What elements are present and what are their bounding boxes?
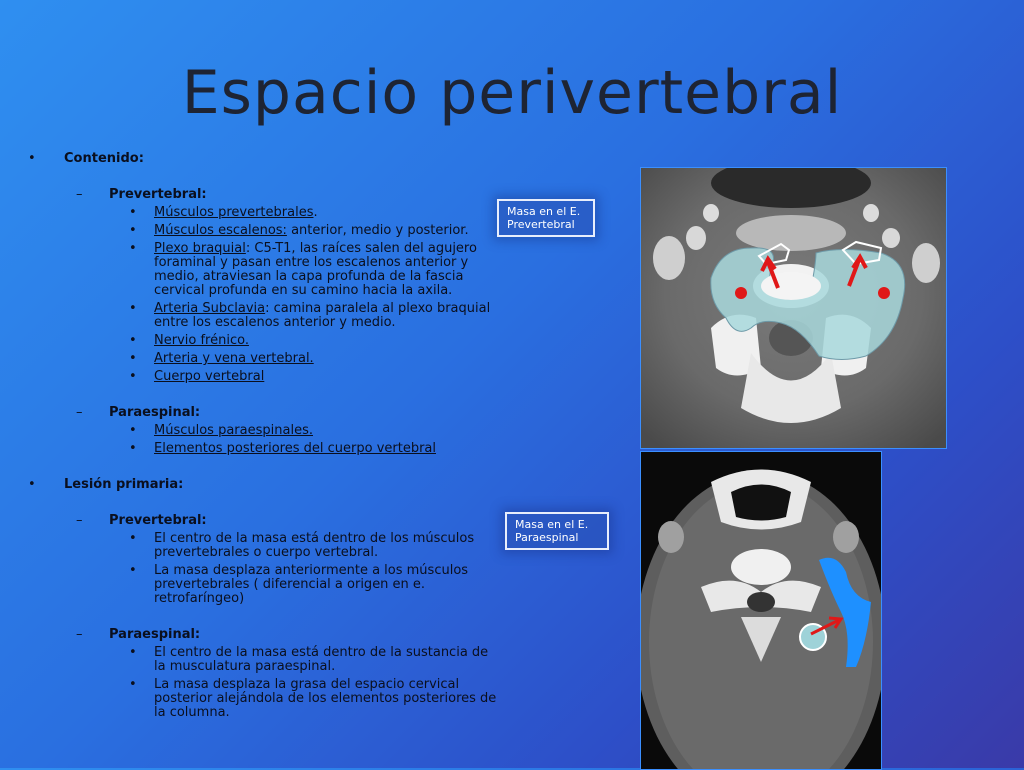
- subsection-paraespinal-lesion: – Paraespinal:: [76, 627, 201, 642]
- list-item: • Arteria Subclavia: camina paralela al plexo braquial entre los escalenos anterior y medio.: [129, 301, 491, 330]
- subsection-paraespinal: – Paraespinal:: [76, 405, 201, 420]
- list-item: • Elementos posteriores del cuerpo vertebral: [129, 441, 436, 456]
- list-paraespinal-content: [28, 424, 498, 456]
- callout-prevertebral: Masa en el E. Prevertebral: [497, 199, 595, 237]
- section-lesion-primaria: • Lesión primaria:: [28, 477, 184, 492]
- callout-paraespinal: Masa en el E. Paraespinal: [505, 512, 609, 550]
- list-paraespinal-lesion: [28, 646, 498, 720]
- list-item: • La masa desplaza la grasa del espacio cervical posterior alejándola de los elementos posteriores de la columna.: [129, 677, 497, 720]
- subsection-prevertebral-lesion: – Prevertebral:: [76, 513, 207, 528]
- list-item: • La masa desplaza anteriormente a los músculos prevertebrales ( diferencial a origen en e. retrofaríngeo): [129, 563, 469, 606]
- slide-title: Espacio perivertebral: [181, 58, 843, 128]
- ct-scan-axial-paraespinal: [641, 452, 881, 769]
- section-contenido: • Contenido:: [28, 151, 144, 166]
- list-item: • Cuerpo vertebral: [129, 369, 265, 384]
- list-item: • Nervio frénico.: [129, 333, 249, 348]
- list-prevertebral-lesion: [28, 532, 498, 606]
- bullet-content: [28, 152, 498, 724]
- list-item: • Músculos prevertebrales.: [129, 205, 318, 220]
- list-item: • Arteria y vena vertebral.: [129, 351, 314, 366]
- list-item: • Músculos paraespinales.: [129, 423, 313, 438]
- list-item: • Plexo braquial: C5-T1, las raíces salen del agujero foraminal y pasan entre los escalenos anterior y medio, atraviesan la capa profunda de la fascia cervical profunda en su camino hacia la axila.: [129, 241, 477, 298]
- list-item: • El centro de la masa está dentro de la sustancia de la musculatura paraespinal.: [129, 645, 489, 674]
- subsection-prevertebral: – Prevertebral:: [76, 187, 207, 202]
- ct-image-paraespinal: [640, 451, 882, 770]
- list-item: • Músculos escalenos: anterior, medio y posterior.: [129, 223, 469, 238]
- list-item: • El centro de la masa está dentro de los músculos prevertebrales o cuerpo vertebral.: [129, 531, 475, 560]
- ct-image-prevertebral: [640, 167, 947, 449]
- ct-scan-axial-prevertebral: [641, 168, 946, 448]
- list-prevertebral-content: [28, 206, 498, 384]
